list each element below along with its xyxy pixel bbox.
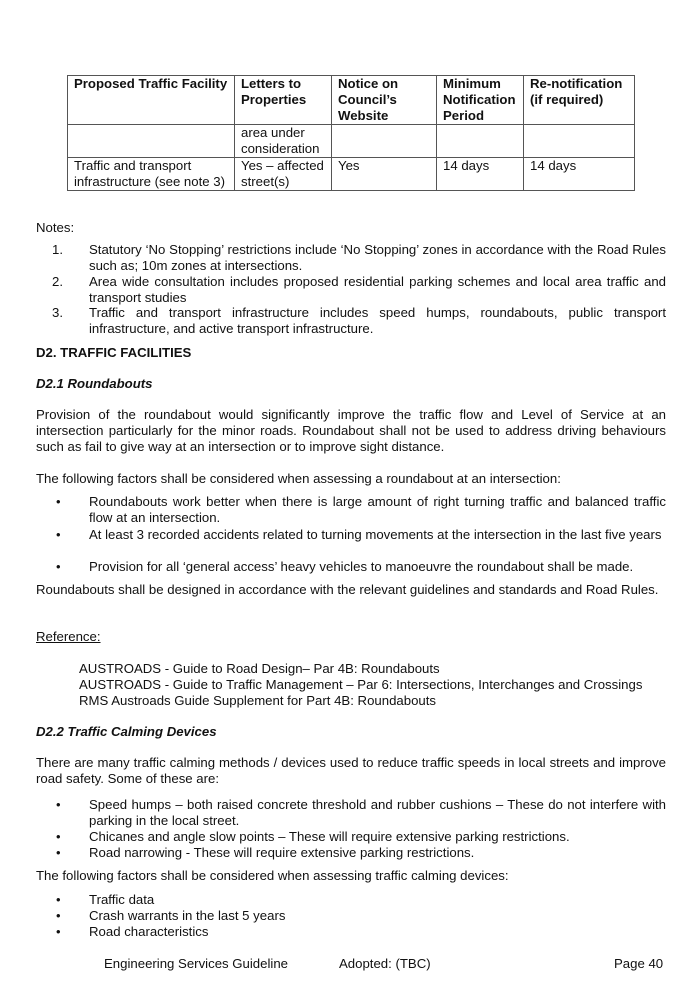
table-row xyxy=(68,158,635,191)
reference-label: Reference: xyxy=(36,629,101,644)
bullet-item: Provision for all ‘general access’ heavy vehicles to manoeuvre the roundabout shall be made. xyxy=(89,559,634,574)
table-header-row xyxy=(68,76,635,125)
reference-item: AUSTROADS - Guide to Traffic Management – Par 6: Intersections, Interchanges and Crossings xyxy=(79,677,643,692)
paragraph: Roundabouts shall be designed in accordance with the relevant guidelines and standards and Road Rules. xyxy=(36,582,659,597)
table-cell xyxy=(332,125,437,158)
table-row xyxy=(68,125,635,158)
bullet-marker: • xyxy=(56,845,61,860)
note-number: 2. xyxy=(52,274,63,289)
table-header-cell: Proposed Traffic Facility xyxy=(68,76,235,125)
table-header-cell: Letters to Properties xyxy=(235,76,332,125)
note-text: Statutory ‘No Stopping’ restrictions include ‘No Stopping’ zones in accordance with the Road Rules such as; 10m zones at intersections. xyxy=(89,242,666,273)
table-cell: area under consideration xyxy=(235,125,332,158)
note-number: 1. xyxy=(52,242,63,257)
bullet-marker: • xyxy=(56,892,61,907)
subsection-heading: D2.1 Roundabouts xyxy=(36,376,153,391)
table-cell: Yes – affected street(s) xyxy=(235,158,332,191)
bullet-item: At least 3 recorded accidents related to turning movements at the intersection in the last five years xyxy=(89,527,662,542)
table-header-cell: Minimum Notification Period xyxy=(437,76,524,125)
footer-page-number: Page 40 xyxy=(614,956,664,971)
note-text: Area wide consultation includes proposed residential parking schemes and local area traffic and transport studies xyxy=(89,274,666,305)
table-cell xyxy=(524,125,635,158)
table-cell: 14 days xyxy=(437,158,524,191)
bullet-marker: • xyxy=(56,797,61,812)
footer-title: Engineering Services Guideline xyxy=(104,956,289,971)
bullet-item: Crash warrants in the last 5 years xyxy=(89,908,286,923)
bullet-marker: • xyxy=(56,829,61,844)
note-text: Traffic and transport infrastructure includes speed humps, roundabouts, public transport infrastructure, and active transport infrastructure. xyxy=(89,305,666,336)
bullet-item: Roundabouts work better when there is large amount of right turning traffic and balanced traffic flow at an intersection. xyxy=(89,494,666,525)
bullet-item: Speed humps – both raised concrete threshold and rubber cushions – These do not interfere with parking in the local street. xyxy=(89,797,666,828)
bullet-item: Road characteristics xyxy=(89,924,209,939)
paragraph: The following factors shall be considered when assessing a roundabout at an intersection: xyxy=(36,471,561,486)
bullet-marker: • xyxy=(56,559,61,574)
paragraph: There are many traffic calming methods / devices used to reduce traffic speeds in local streets and improve road safety. Some of these are: xyxy=(36,755,666,786)
table-cell: 14 days xyxy=(524,158,635,191)
subsection-heading: D2.2 Traffic Calming Devices xyxy=(36,724,217,739)
paragraph: Provision of the roundabout would significantly improve the traffic flow and Level of Service at an intersection particularly for the minor roads. Roundabout shall not be used to address driving behaviours such as fail to give way at an intersection or to improve sight distance. xyxy=(36,407,666,454)
table-header-cell: Re-notification (if required) xyxy=(524,76,635,125)
table-cell xyxy=(437,125,524,158)
reference-item: AUSTROADS - Guide to Road Design– Par 4B: Roundabouts xyxy=(79,661,440,676)
bullet-marker: • xyxy=(56,527,61,542)
table-cell xyxy=(68,125,235,158)
paragraph: The following factors shall be considered when assessing traffic calming devices: xyxy=(36,868,509,883)
table-cell: Traffic and transport infrastructure (see note 3) xyxy=(68,158,235,191)
bullet-item: Chicanes and angle slow points – These will require extensive parking restrictions. xyxy=(89,829,570,844)
footer-adopted: Adopted: (TBC) xyxy=(339,956,431,971)
table-cell: Yes xyxy=(332,158,437,191)
section-heading: D2. TRAFFIC FACILITIES xyxy=(36,345,192,360)
notification-table xyxy=(67,75,635,191)
bullet-item: Road narrowing - These will require extensive parking restrictions. xyxy=(89,845,475,860)
note-number: 3. xyxy=(52,305,63,320)
bullet-item: Traffic data xyxy=(89,892,155,907)
reference-item: RMS Austroads Guide Supplement for Part 4B: Roundabouts xyxy=(79,693,436,708)
bullet-marker: • xyxy=(56,494,61,509)
table-header-cell: Notice on Council’s Website xyxy=(332,76,437,125)
bullet-marker: • xyxy=(56,908,61,923)
bullet-marker: • xyxy=(56,924,61,939)
notes-title: Notes: xyxy=(36,220,75,235)
